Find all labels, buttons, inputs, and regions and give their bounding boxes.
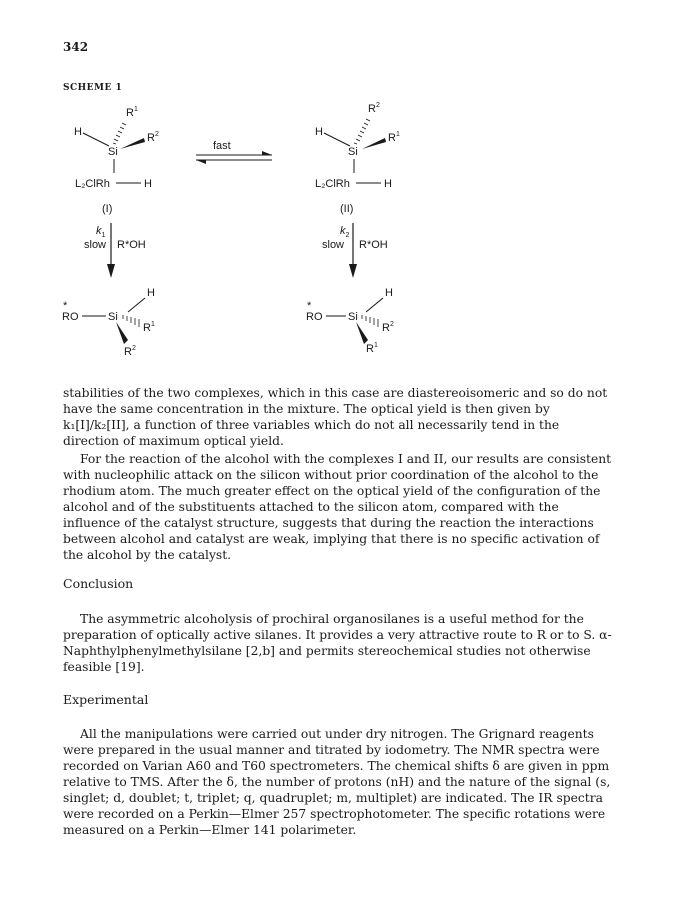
left-alcohol-label: R*OH	[117, 239, 146, 251]
left-product-star: *	[63, 300, 68, 312]
left-product-ro: RO	[62, 311, 79, 323]
complex-II-r1: $R^1$	[388, 131, 400, 144]
complex-II-r2-top: $R^2$	[368, 102, 380, 115]
left-product-si: Si	[108, 311, 118, 323]
right-alcohol-label: R*OH	[359, 239, 388, 251]
page-number: 342	[63, 40, 89, 54]
right-product-r2: $R^2$	[382, 321, 394, 334]
equilibrium-arrows	[196, 140, 272, 164]
scheme-title: SCHEME 1	[63, 83, 123, 93]
right-product-r1: $R^1$	[366, 342, 378, 355]
complex-I-r2: $R^2$	[147, 131, 159, 144]
heading-experimental: Experimental	[63, 692, 149, 707]
paragraph-nucleophilic-attack: For the reaction of the alcohol with the complexes I and II, our results are consistent with nucleophilic attack on the silicon without prior coordination of the alcohol to the rhodium atom. The much greater effect on the optical yield of the configuration of the alcohol and of the substituents attached to the silicon atom, compared with the influence of the catalyst structure, suggests that during the reaction the interactions between alcohol and catalyst are weak, implying that there is no specific activation of the alcohol by the catalyst.	[63, 452, 612, 562]
right-product-si: Si	[348, 311, 358, 323]
left-product-h: H	[147, 287, 155, 299]
complex-II-si: Si	[348, 146, 358, 158]
complex-II-rh-h: H	[384, 178, 392, 190]
complex-I-structure	[74, 106, 159, 215]
fast-label: fast	[213, 140, 231, 152]
right-product-ro: RO	[306, 311, 323, 323]
complex-II-label: (II)	[340, 203, 354, 215]
left-reaction-arrow	[84, 223, 146, 278]
right-product-structure	[306, 287, 394, 355]
left-product-r1: $R^1$	[143, 321, 155, 334]
paragraph-optical-yield: stabilities of the two complexes, which in this case are diastereoisomeric and so do not have the same concentration in the mixture. The optical yield is then given by k₁[I]/k₂[II], a function of three variables which do not all necessarily tend in the direction of maximum optical yield.	[63, 386, 608, 448]
reaction-scheme	[0, 0, 680, 370]
complex-II-h: H	[315, 126, 323, 138]
complex-I-label: (I)	[102, 203, 113, 215]
right-product-h: H	[385, 287, 393, 299]
left-product-r2: $R^2$	[124, 345, 136, 358]
heading-conclusion: Conclusion	[63, 576, 134, 591]
complex-I-si: Si	[108, 146, 118, 158]
left-slow-label: slow	[84, 239, 107, 251]
k2-label: $k_2$	[340, 225, 350, 239]
paragraph-conclusion: The asymmetric alcoholysis of prochiral organosilanes is a useful method for the preparation of optically active silanes. It provides a very attractive route to R or to S. α-Naphthylphenylmethylsilane [2,b] and permits stereochemical studies not otherwise feasible [19].	[63, 612, 612, 674]
complex-II-structure	[315, 102, 400, 215]
paragraph-experimental: All the manipulations were carried out under dry nitrogen. The Grignard reagents were prepared in the usual manner and titrated by iodometry. The NMR spectra were recorded on Varian A60 and T60 spectrometers. The chemical shifts δ are given in ppm relative to TMS. After the δ, the number of protons (nH) and the nature of the signal (s, singlet; d, doublet; t, triplet; q, quadruplet; m, multiplet) are indicated. The IR spectra were recorded on a Perkin—Elmer 257 spectrophotometer. The specific rotations were measured on a Perkin—Elmer 141 polarimeter.	[63, 727, 611, 837]
complex-I-r1: $R^1$	[126, 106, 138, 119]
left-product-structure	[62, 287, 155, 358]
complex-II-rh: L₂ClRh	[315, 178, 350, 190]
k1-label: $k_1$	[96, 225, 106, 239]
complex-I-h: H	[74, 126, 82, 138]
right-reaction-arrow	[322, 223, 388, 278]
complex-I-rh-h: H	[144, 178, 152, 190]
right-slow-label: slow	[322, 239, 345, 251]
complex-I-rh: L₂ClRh	[75, 178, 110, 190]
right-product-star: *	[307, 300, 312, 312]
